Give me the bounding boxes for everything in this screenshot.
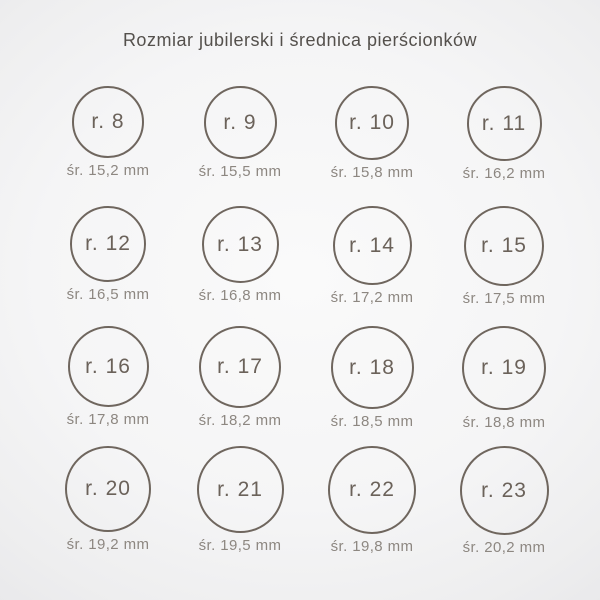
ring-size-label: r. 11 <box>481 111 527 135</box>
ring-cell <box>42 86 174 206</box>
ring-diameter-label: śr. 17,5 mm <box>462 290 546 307</box>
ring-cell <box>306 446 438 566</box>
ring-circle <box>467 86 542 161</box>
ring-size-label: r. 22 <box>349 478 395 501</box>
ring-diameter-label: śr. 18,5 mm <box>330 413 414 430</box>
ring-size-label: r. 16 <box>85 354 131 378</box>
ring-cell <box>42 326 174 446</box>
ring-circle <box>464 206 544 286</box>
ring-diameter-label: śr. 17,8 mm <box>66 411 150 428</box>
ring-size-label: r. 18 <box>349 355 395 379</box>
ring-cell <box>438 86 570 206</box>
ring-diameter-label: śr. 16,2 mm <box>462 165 546 182</box>
ring-diameter-label: śr. 20,2 mm <box>462 539 546 556</box>
ring-size-label: r. 13 <box>217 232 263 256</box>
ring-cell <box>306 326 438 446</box>
ring-circle <box>204 86 277 159</box>
ring-cell <box>174 446 306 566</box>
ring-cell <box>306 206 438 326</box>
ring-circle <box>65 446 151 532</box>
ring-size-grid <box>42 86 570 566</box>
ring-cell <box>438 326 570 446</box>
ring-circle <box>328 446 416 534</box>
ring-cell <box>306 86 438 206</box>
ring-circle <box>68 326 149 407</box>
ring-diameter-label: śr. 19,8 mm <box>330 538 414 555</box>
ring-size-label: r. 20 <box>85 477 131 500</box>
ring-size-label: r. 17 <box>217 355 263 378</box>
ring-circle <box>335 86 409 160</box>
ring-diameter-label: śr. 16,8 mm <box>198 287 282 304</box>
ring-cell <box>42 206 174 326</box>
ring-size-label: r. 10 <box>349 111 395 134</box>
ring-diameter-label: śr. 18,8 mm <box>462 414 546 431</box>
ring-circle <box>199 326 281 408</box>
ring-diameter-label: śr. 18,2 mm <box>198 412 282 429</box>
ring-diameter-label: śr. 16,5 mm <box>66 286 150 303</box>
ring-circle <box>333 206 412 285</box>
ring-cell <box>438 446 570 566</box>
ring-circle <box>72 86 144 158</box>
ring-circle <box>202 206 279 283</box>
ring-size-label: r. 21 <box>217 477 263 501</box>
ring-size-label: r. 12 <box>85 232 131 255</box>
ring-size-label: r. 19 <box>481 356 527 379</box>
ring-diameter-label: śr. 19,5 mm <box>198 537 282 554</box>
ring-cell <box>174 206 306 326</box>
ring-size-label: r. 8 <box>91 110 125 133</box>
ring-circle <box>197 446 284 533</box>
ring-size-label: r. 23 <box>481 478 527 502</box>
ring-diameter-label: śr. 17,2 mm <box>330 289 414 306</box>
ring-diameter-label: śr. 15,5 mm <box>198 163 282 180</box>
ring-diameter-label: śr. 15,2 mm <box>66 162 150 179</box>
ring-circle <box>460 446 549 535</box>
ring-size-label: r. 14 <box>349 233 395 257</box>
page-title: Rozmiar jubilerski i średnica pierścionków <box>122 30 478 50</box>
ring-cell <box>174 86 306 206</box>
ring-diameter-label: śr. 19,2 mm <box>66 536 150 553</box>
ring-circle <box>462 326 546 410</box>
ring-diameter-label: śr. 15,8 mm <box>330 164 414 181</box>
ring-cell <box>174 326 306 446</box>
ring-size-label: r. 15 <box>481 234 527 257</box>
ring-circle <box>331 326 414 409</box>
ring-circle <box>70 206 146 282</box>
ring-size-label: r. 9 <box>223 110 257 134</box>
ring-cell <box>438 206 570 326</box>
ring-cell <box>42 446 174 566</box>
